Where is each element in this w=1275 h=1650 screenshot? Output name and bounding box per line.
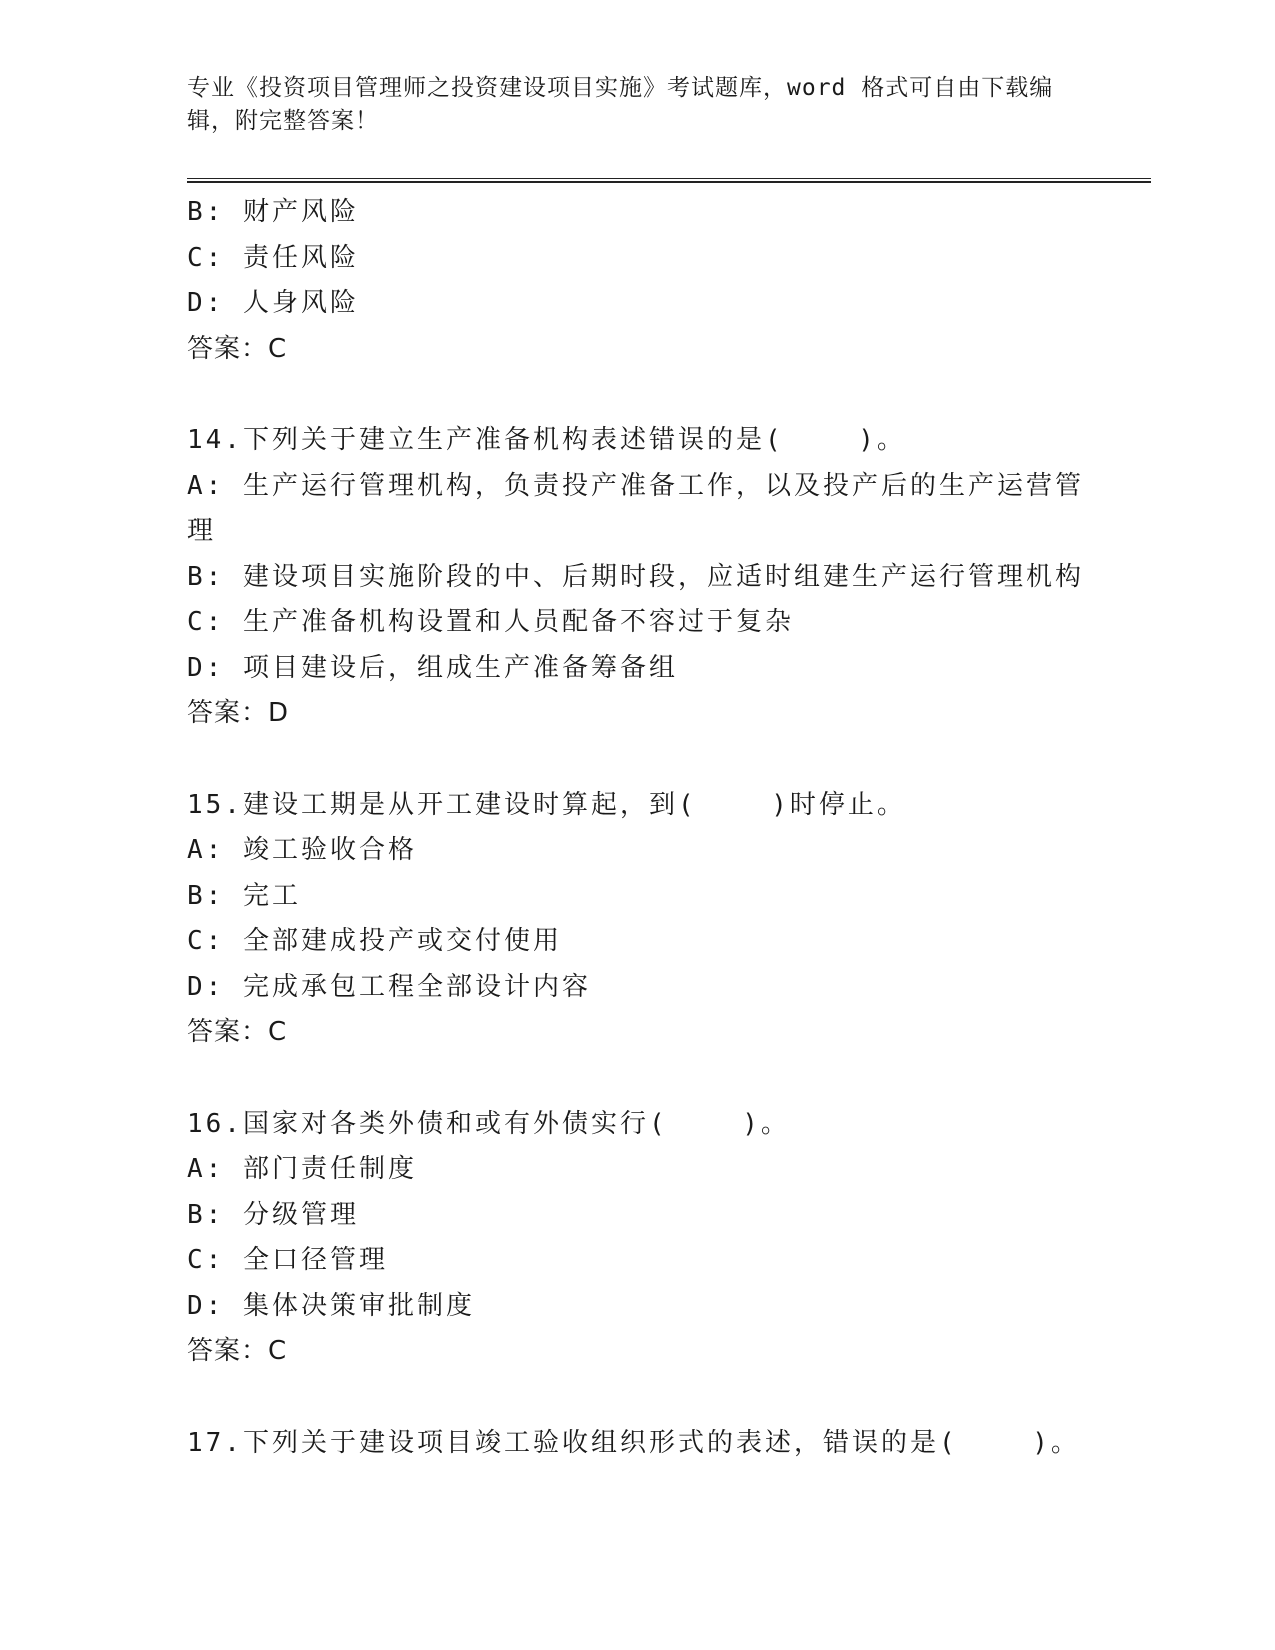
question-stem: 15.建设工期是从开工建设时算起，到( )时停止。 bbox=[187, 789, 906, 820]
option-b: B: 财产风险 bbox=[187, 197, 359, 227]
option-b: B: 建设项目实施阶段的中、后期时段，应适时组建生产运行管理机构 bbox=[187, 561, 1084, 592]
option-c: C: 全口径管理 bbox=[187, 1245, 388, 1275]
option-c: C: 全部建成投产或交付使用 bbox=[187, 926, 562, 956]
spacer bbox=[187, 372, 1087, 418]
option-b: B: 完工 bbox=[187, 880, 301, 911]
option-d: D: 完成承包工程全部设计内容 bbox=[187, 971, 591, 1002]
question-list bbox=[187, 190, 1087, 1466]
option-b: B: 分级管理 bbox=[187, 1199, 359, 1230]
spacer bbox=[187, 737, 1087, 783]
answer: 答案：C bbox=[187, 1336, 288, 1366]
answer: 答案：C bbox=[187, 1017, 288, 1047]
document-header bbox=[187, 72, 1067, 138]
header-divider bbox=[187, 178, 1151, 183]
option-c: C: 生产准备机构设置和人员配备不容过于复杂 bbox=[187, 607, 794, 637]
option-d: D: 项目建设后，组成生产准备筹备组 bbox=[187, 652, 678, 683]
question-stem: 14.下列关于建立生产准备机构表述错误的是( )。 bbox=[187, 425, 906, 455]
question-stem: 16.国家对各类外债和或有外债实行( )。 bbox=[187, 1108, 790, 1139]
question-13 bbox=[187, 190, 1087, 372]
option-a: A: 竣工验收合格 bbox=[187, 835, 417, 865]
option-d: D: 集体决策审批制度 bbox=[187, 1290, 475, 1321]
header-line-1: 专业《投资项目管理师之投资建设项目实施》考试题库，word 格式可自由下载编 bbox=[187, 75, 1054, 101]
header-line-2: 辑，附完整答案！ bbox=[187, 108, 379, 134]
question-14 bbox=[187, 418, 1087, 737]
option-c: C: 责任风险 bbox=[187, 242, 359, 273]
spacer bbox=[187, 1056, 1087, 1102]
option-a: A: 生产运行管理机构，负责投产准备工作，以及投产后的生产运营管 bbox=[187, 470, 1084, 501]
question-15 bbox=[187, 783, 1087, 1056]
option-a: A: 部门责任制度 bbox=[187, 1154, 417, 1184]
option-a-continued: 理 bbox=[187, 516, 217, 546]
question-17 bbox=[187, 1421, 1087, 1467]
spacer bbox=[187, 1375, 1087, 1421]
question-stem: 17.下列关于建设项目竣工验收组织形式的表述，错误的是( )。 bbox=[187, 1427, 1080, 1458]
answer: 答案：D bbox=[187, 698, 290, 728]
option-d: D: 人身风险 bbox=[187, 288, 359, 318]
answer: 答案：C bbox=[187, 333, 288, 364]
question-16 bbox=[187, 1102, 1087, 1375]
